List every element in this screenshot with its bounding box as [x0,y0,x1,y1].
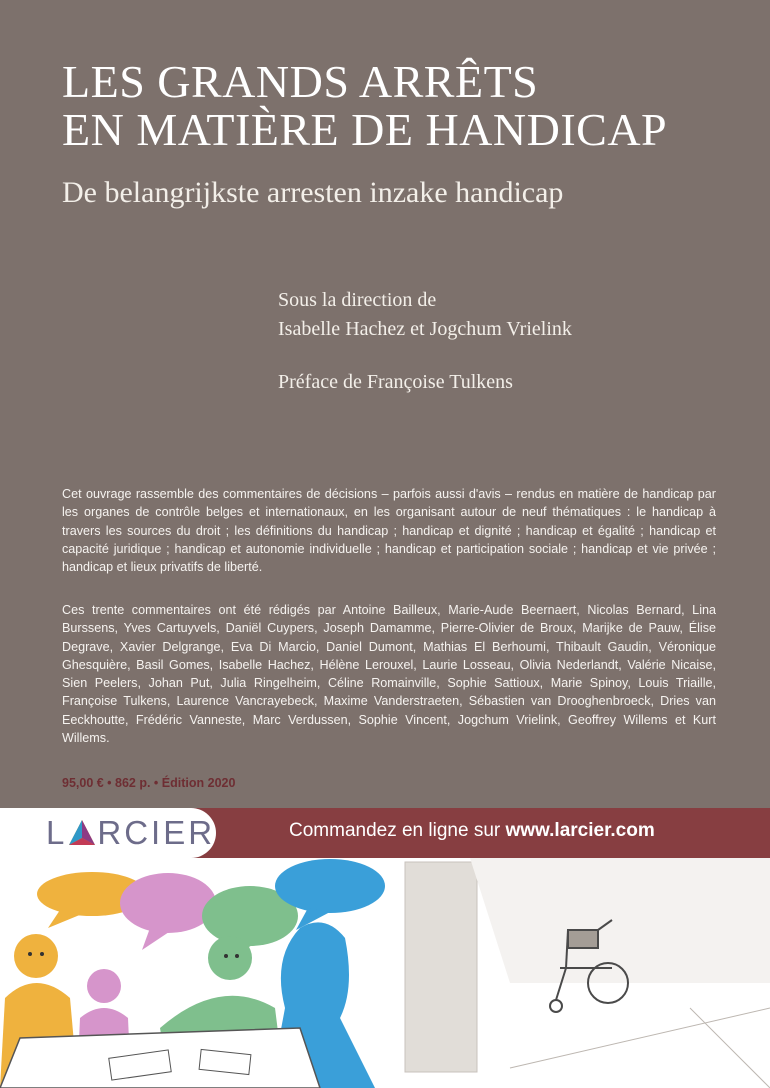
larcier-triangle-logo-icon [67,818,97,856]
preface-credit: Préface de Françoise Tulkens [278,371,513,393]
logo-letters-rest: RCIER [97,814,216,851]
description-paragraph-1: Cet ouvrage rassemble des commentaires de décisions – parfois aussi d'avis – rendus en matière de handicap par les organes de contrôle belges et internationaux, en les organisant autour de neuf thématiques : le handicap à travers les sources du droit ; les définitions du handicap ; handicap et dignité ; handicap et égalité ; handicap et capacité juridique ; handicap et autonomie individuelle ; handicap et participation sociale ; handicap et vie privée ; handicap et lieux privatifs de liberté. [62,487,716,575]
book-subtitle: De belangrijkste arresten inzake handicap [62,176,564,209]
editors-block [278,286,572,344]
book-title-line2: EN MATIÈRE DE HANDICAP [62,104,668,155]
order-label: Commandez en ligne sur [289,820,506,841]
logo-letter-l: L [46,814,68,851]
direction-label: Sous la direction de [278,289,437,311]
description-paragraph-2: Ces trente commentaires ont été rédigés par Antoine Bailleux, Marie-Aude Beernaert, Nicolas Bernard, Lina Burssens, Yves Cartuyvels, Daniël Cuypers, Joseph Damamme, Pierre-Olivier de Broux, Marijke de Pauw, Élise Degrave, Xavier Delgrange, Eva Di Marcio, Daniel Dumont, Mathias El Berhoumi, Thibault Gaudin, Véronique Ghesquière, Basil Gomes, Isabelle Hachez, Hélène Lerouxel, Laurie Losseau, Olivia Nederlandt, Valérie Nicaise, Sien Peelers, Johan Put, Julia Ringelheim, Céline Romainville, Sophie Sattioux, Marie Spinoy, Louis Triaille, Françoise Tulkens, Laurence Vancrayebeck, Maxime Vanderstraeten, Sébastien van Drooghenbroeck, Dries van Eeckhoutte, Frédéric Vanneste, Marc Verdussen, Sophie Vincent, Jogchum Vrielink, Geoffrey Willems et Kurt Willems. [62,603,716,746]
order-online-text [289,820,655,842]
larcier-logo[interactable] [46,814,215,856]
editors-names: Isabelle Hachez et Jogchum Vrielink [278,318,572,340]
people-discussion-illustration [0,858,770,1088]
price-line: 95,00 € • 862 p. • Édition 2020 [62,776,236,790]
book-title [62,58,742,154]
book-title-line1: LES GRANDS ARRÊTS [62,56,539,107]
website-link[interactable]: www.larcier.com [505,820,655,841]
